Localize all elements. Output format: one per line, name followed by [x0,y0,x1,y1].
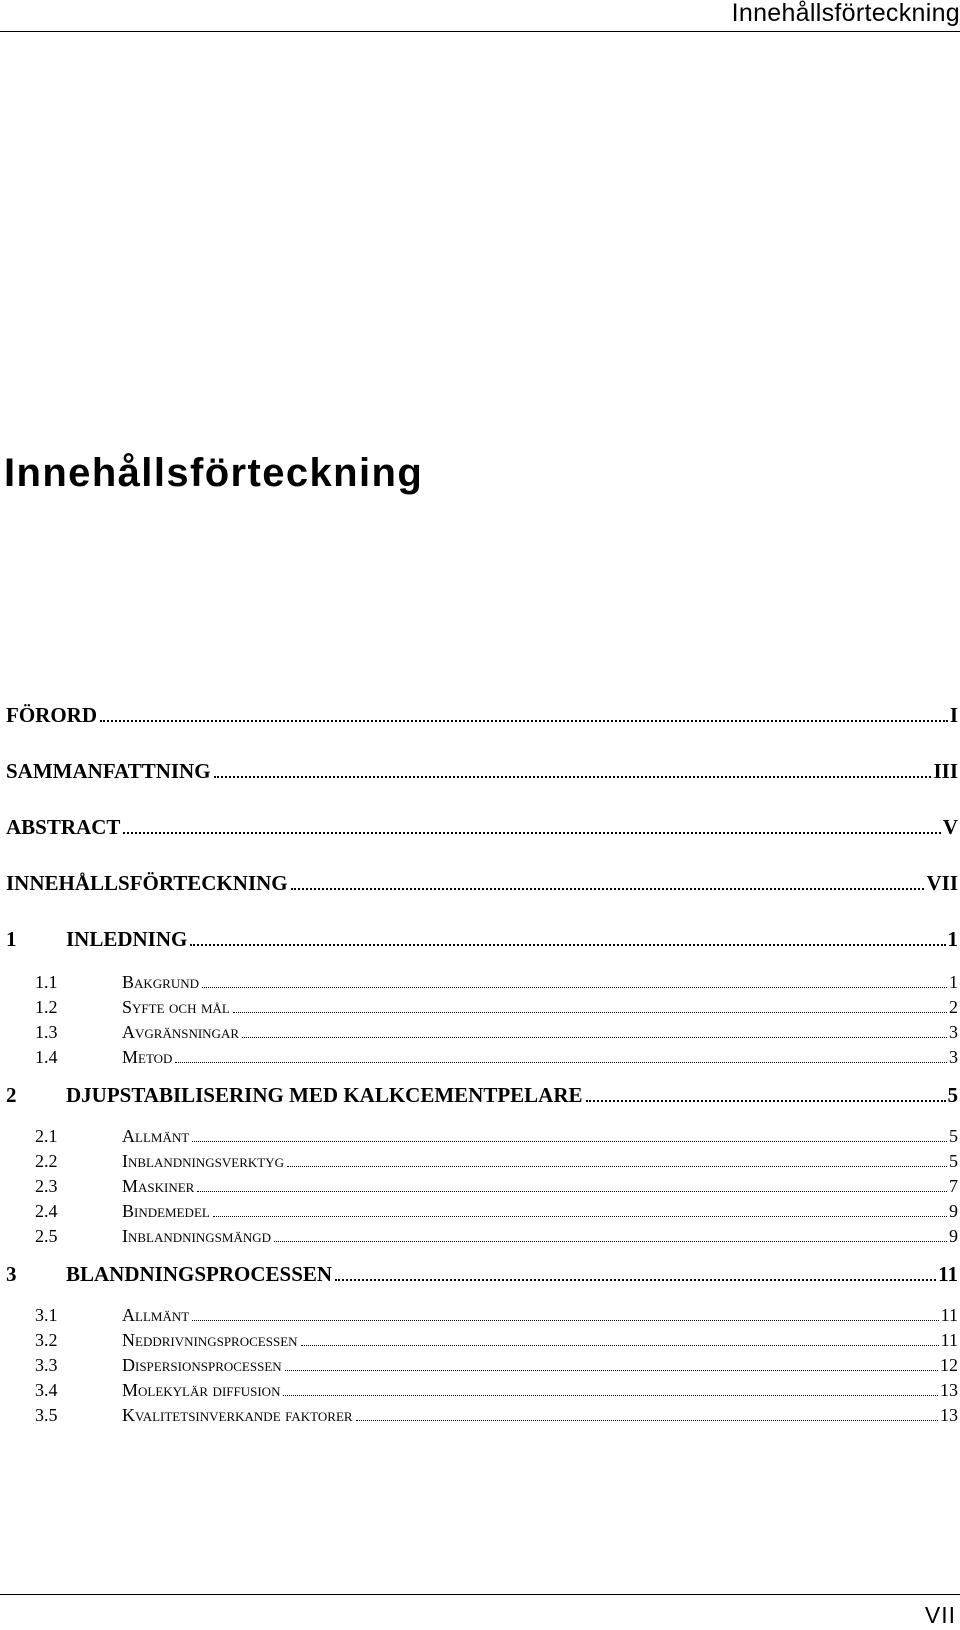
toc-dot-leader [356,1420,938,1421]
toc-entry-number: 3.3 [35,1355,58,1375]
toc-dot-leader [192,1320,938,1321]
toc-entry[interactable] [35,1330,958,1351]
toc-entry[interactable] [35,1022,958,1043]
toc-entry-number: 3.4 [35,1380,58,1400]
toc-entry-title: Avgränsningar [122,1022,240,1042]
toc-entry-number: 2.1 [35,1126,58,1146]
toc-entry-number: 1.1 [35,972,58,992]
toc-entry-number: 2 [6,1083,17,1107]
toc-entry-title: Molekylär diffusion [122,1380,281,1400]
page-number: VII [924,1602,956,1628]
toc-entry-page: V [942,815,958,839]
toc-entry-number: 1 [6,927,17,951]
toc-dot-leader [190,944,945,946]
toc-entry-page: 11 [940,1305,958,1325]
toc-entry[interactable] [35,1226,958,1247]
toc-entry-title: Allmänt [122,1305,190,1325]
toc-entry-page: 5 [949,1126,958,1146]
toc-entry[interactable] [35,1151,958,1172]
toc-entry[interactable] [6,1262,958,1287]
toc-entry-title: Inblandningsmängd [122,1226,271,1246]
toc-entry-page: 5 [949,1151,958,1171]
toc-entry-title: Dispersionsprocessen [122,1355,282,1375]
toc-entry[interactable] [6,1083,958,1108]
toc-dot-leader [335,1279,936,1281]
toc-entry-page: 7 [949,1176,958,1196]
toc-entry-title: Neddrivningsprocessen [122,1330,298,1350]
toc-entry[interactable] [35,1405,958,1426]
toc-dot-leader [586,1100,946,1102]
toc-entry-title: Kvalitetsinverkande faktorer [122,1405,353,1425]
toc-entry-title: Maskiner [122,1176,195,1196]
toc-entry-title: Bakgrund [122,972,200,992]
toc-entry[interactable] [35,1355,958,1376]
toc-entry[interactable] [35,972,958,993]
toc-entry-title: Syfte och mål [122,997,230,1017]
running-header: Innehållsförteckning [731,0,960,27]
toc-entry-number: 1.3 [35,1022,58,1042]
toc-dot-leader [202,987,947,988]
toc-entry-page: 9 [949,1201,958,1221]
toc-entry-page: 1 [949,972,958,992]
toc-entry-number: 1.4 [35,1047,58,1067]
toc-entry[interactable] [35,1126,958,1147]
toc-dot-leader [213,1216,947,1217]
toc-dot-leader [214,776,932,778]
toc-entry[interactable] [6,759,958,784]
toc-entry-title: BLANDNINGSPROCESSEN [66,1262,333,1286]
toc-entry-page: 13 [940,1380,958,1400]
toc-entry-title: Metod [122,1047,173,1067]
toc-entry-title: DJUPSTABILISERING MED KALKCEMENTPELARE [66,1083,583,1107]
toc-dot-leader [123,832,940,834]
page-title: Innehållsförteckning [4,451,424,495]
toc-entry-title: FÖRORD [6,703,97,727]
toc-dot-leader [283,1395,938,1396]
toc-entry-number: 2.2 [35,1151,58,1171]
toc-entry[interactable] [35,1201,958,1222]
toc-entry[interactable] [35,997,958,1018]
toc-dot-leader [100,720,948,722]
toc-entry-page: 5 [947,1083,958,1107]
toc-entry-page: III [933,759,958,783]
toc-entry-page: I [949,703,958,727]
toc-dot-leader [197,1191,947,1192]
toc-entry-number: 3.1 [35,1305,58,1325]
toc-entry-number: 2.5 [35,1226,58,1246]
toc-dot-leader [242,1037,947,1038]
toc-entry-page: 2 [949,997,958,1017]
toc-entry-page: 9 [949,1226,958,1246]
toc-entry-title: Bindemedel [122,1201,210,1221]
toc-dot-leader [285,1370,938,1371]
toc-entry-title: Inblandningsverktyg [122,1151,284,1171]
toc-entry-page: 11 [940,1330,958,1350]
toc-entry-title: ABSTRACT [6,815,121,839]
toc-entry[interactable] [35,1380,958,1401]
toc-entry-title: INLEDNING [66,927,188,951]
toc-entry[interactable] [6,927,958,952]
toc-entry-number: 2.3 [35,1176,58,1196]
toc-dot-leader [287,1166,947,1167]
toc-entry-number: 3 [6,1262,17,1286]
toc-dot-leader [233,1012,947,1013]
toc-dot-leader [274,1241,947,1242]
toc-dot-leader [301,1345,939,1346]
footer-rule [0,1594,960,1595]
toc-entry-page: VII [926,871,958,895]
toc-entry-page: 13 [940,1405,958,1425]
toc-entry-title: INNEHÅLLSFÖRTECKNING [6,871,288,895]
toc-entry-page: 3 [949,1047,958,1067]
toc-dot-leader [175,1062,947,1063]
toc-entry-number: 2.4 [35,1201,58,1221]
toc-entry-page: 3 [949,1022,958,1042]
toc-dot-leader [291,888,925,890]
toc-entry-title: Allmänt [122,1126,190,1146]
toc-entry[interactable] [35,1305,958,1326]
toc-entry[interactable] [6,815,958,840]
toc-entry-number: 1.2 [35,997,58,1017]
toc-entry[interactable] [6,871,958,896]
toc-entry[interactable] [6,703,958,728]
toc-entry-page: 1 [947,927,958,951]
toc-entry-page: 12 [940,1355,958,1375]
toc-entry-number: 3.2 [35,1330,58,1350]
toc-dot-leader [192,1141,947,1142]
toc-entry-title: SAMMANFATTNING [6,759,211,783]
toc-entry-number: 3.5 [35,1405,58,1425]
toc-entry[interactable] [35,1047,958,1068]
header-rule [0,31,960,32]
toc-entry-page: 11 [938,1262,958,1286]
toc-entry[interactable] [35,1176,958,1197]
